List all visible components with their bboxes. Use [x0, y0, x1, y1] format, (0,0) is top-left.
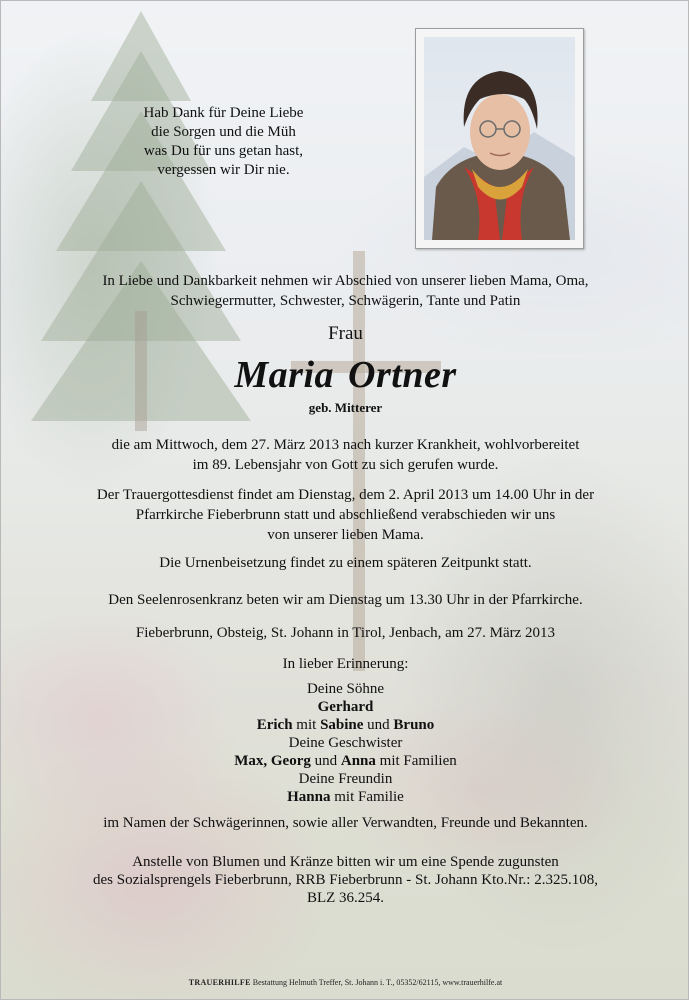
siblings-line [31, 752, 660, 770]
birth-name: geb. Mitterer [308, 400, 383, 415]
portrait-frame [415, 28, 584, 249]
first-name: Maria [234, 354, 335, 396]
salutation: Frau [328, 323, 363, 344]
portrait-photo [424, 37, 575, 240]
poem-line: die Sorgen und die Müh [151, 124, 296, 140]
service-line: von unserer lieben Mama. [267, 527, 424, 543]
service-line: Pfarrkirche Fieberbrunn statt und abschließend verabschieden wir uns [135, 507, 556, 523]
deceased-name [31, 355, 660, 395]
connector-text: mit Familie [334, 789, 404, 805]
connector-text: und [367, 717, 390, 733]
footer-logo: TRAUERHILFE [188, 978, 251, 987]
service-notice [31, 485, 660, 545]
siblings-label: Deine Geschwister [288, 735, 403, 751]
poem-line: Hab Dank für Deine Liebe [143, 105, 304, 121]
footer-text: Bestattung Helmuth Treffer, St. Johann i. T., 05352/62115, www.trauerhilfe.at [252, 978, 503, 987]
urn-notice: Die Urnenbeisetzung findet zu einem späteren Zeitpunkt statt. [159, 555, 532, 571]
footer [1, 978, 689, 988]
mourners-list [31, 680, 660, 806]
donation-line: des Sozialsprengels Fieberbrunn, RRB Fieberbrunn - St. Johann Kto.Nr.: 2.325.108, [93, 872, 598, 888]
intro-line: Schwiegermutter, Schwester, Schwägerin, Tante und Patin [170, 293, 521, 309]
connector-text: und [314, 753, 338, 769]
donation-line: BLZ 36.254. [306, 890, 385, 906]
death-notice [31, 435, 660, 475]
death-notice-line: im 89. Lebensjahr von Gott zu sich gerufen wurde. [192, 457, 499, 473]
others-line: im Namen der Schwägerinnen, sowie aller Verwandten, Freunde und Bekannten. [103, 815, 588, 831]
donation-request [31, 853, 660, 907]
friend-name: Hanna [287, 789, 331, 805]
rosary-notice: Den Seelenrosenkranz beten wir am Dienstag um 13.30 Uhr in der Pfarrkirche. [108, 592, 583, 608]
son-gerhard [31, 698, 660, 716]
poem [111, 104, 336, 180]
intro-text [31, 271, 660, 311]
son-name: Bruno [393, 717, 435, 733]
friend-line [31, 788, 660, 806]
poem-line: was Du für uns getan hast, [143, 143, 304, 159]
son-name: Gerhard [317, 699, 374, 715]
partner-name: Sabine [320, 717, 364, 733]
death-notice-line: die am Mittwoch, dem 27. März 2013 nach kurzer Krankheit, wohlvorbereitet [111, 437, 580, 453]
connector-text: mit Familien [379, 753, 457, 769]
son-erich-line [31, 716, 660, 734]
poem-line: vergessen wir Dir nie. [157, 162, 290, 178]
sibling-name: Anna [340, 753, 376, 769]
service-line: Der Trauergottesdienst findet am Dienstag, dem 2. April 2013 um 14.00 Uhr in der [96, 487, 595, 503]
friend-label: Deine Freundin [298, 771, 393, 787]
mourners-heading: In lieber Erinnerung: [282, 656, 409, 672]
sibling-names: Max, Georg [234, 753, 311, 769]
intro-line: In Liebe und Dankbarkeit nehmen wir Abschied von unserer lieben Mama, Oma, [102, 273, 589, 289]
place-date: Fieberbrunn, Obsteig, St. Johann in Tirol, Jenbach, am 27. März 2013 [135, 625, 556, 641]
last-name: Ortner [348, 354, 457, 396]
sons-label: Deine Söhne [306, 681, 385, 697]
donation-line: Anstelle von Blumen und Kränze bitten wir um eine Spende zugunsten [132, 854, 559, 870]
connector-text: mit [296, 717, 317, 733]
son-name: Erich [256, 717, 293, 733]
